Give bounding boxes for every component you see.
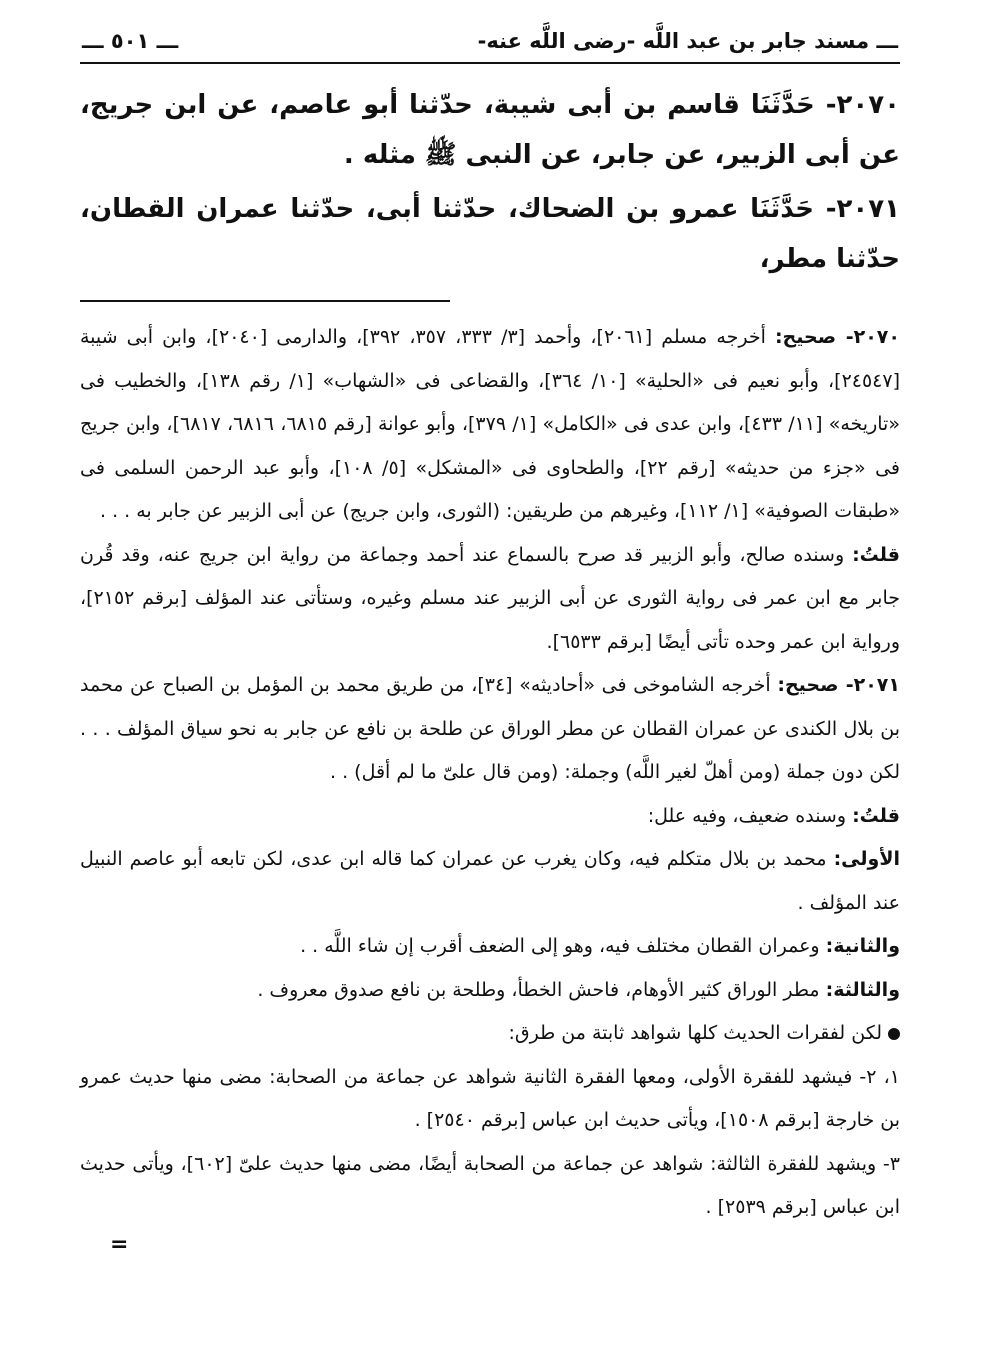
- footnotes: [80, 316, 900, 1230]
- separator-line: [80, 300, 450, 302]
- illa-body: وعمران القطان مختلف فيه، وهو إلى الضعف أقرب إن شاء اللَّه . .: [300, 935, 820, 957]
- illa-second: [80, 925, 900, 969]
- qult-label: قلتُ:: [852, 543, 900, 566]
- note-2070-qult: [80, 534, 900, 665]
- illa-first: [80, 838, 900, 925]
- continuation-mark: =: [110, 1232, 129, 1257]
- book-page: [80, 26, 900, 1230]
- page-header: [80, 26, 900, 64]
- hadith-2071: [80, 184, 900, 284]
- note-2071-qult: [80, 795, 900, 839]
- hadith-body: عمرو بن الضحاك، حدّثنا أبى، حدّثنا عمران القطان، حدّثنا مطر،: [80, 194, 900, 274]
- qult-label: قلتُ:: [852, 804, 900, 827]
- shawahid-second: ٣- ويشهد للفقرة الثالثة: شواهد عن جماعة من الصحابة أيضًا، مضى منها حديث علىّ [٦٠٢]، ويأتى حديث ابن عباس [برقم ٢٥٣٩] .: [80, 1152, 900, 1218]
- hadith-text: [80, 80, 900, 284]
- note-body: أخرجه الشاموخى فى «أحاديثه» [٣٤]، من طريق محمد بن المؤمل بن الصباح عن محمد بن بلال الكندى عن عمران القطان عن مطر الوراق عن طلحة بن نافع عن جابر به نحو سياق المؤلف . . . لكن دون جملة (ومن أهلّ لغير اللَّه) وجملة: (ومن قال علىّ ما لم أقل) . .: [80, 674, 900, 783]
- illa-body: محمد بن بلال متكلم فيه، وكان يغرب عن عمران كما قاله ابن عدى، لكن تابعه أبو عاصم النبيل عند المؤلف .: [80, 848, 900, 914]
- qult-body: وسنده ضعيف، وفيه علل:: [647, 804, 847, 827]
- note-2071: [80, 664, 900, 795]
- illa-third: [80, 969, 900, 1013]
- bullet-line: [80, 1012, 900, 1056]
- note-label: ٢٠٧٠- صحيح:: [774, 326, 900, 348]
- illa-label: والثالثة:: [825, 978, 900, 1001]
- running-title: ـــ مسند جابر بن عبد اللَّه -رضى اللَّه عنه-: [477, 29, 898, 53]
- page-number: ـــ ٥٠١ ـــ: [82, 29, 179, 53]
- bullet-text: لكن لفقرات الحديث كلها شواهد ثابتة من طرق:: [508, 1022, 882, 1044]
- hadith-body: قاسم بن أبى شيبة، حدّثنا أبو عاصم، عن ابن جريج، عن أبى الزبير، عن جابر، عن النبى ﷺ مثله .: [80, 90, 900, 170]
- hadith-2070: [80, 80, 900, 180]
- bullet-icon: [888, 1028, 900, 1040]
- note-2070: [80, 316, 900, 534]
- qult-body: وسنده صالح، وأبو الزبير قد صرح بالسماع عند أحمد وجماعة من رواية ابن جريج عنه، وقد قُرن جابر مع ابن عمر فى رواية الثورى عن أبى الزبير عند مسلم وغيره، وستأتى عند المؤلف [برقم ٢١٥٢]، ورواية ابن عمر وحده تأتى أيضًا [برقم ٦٥٣٣].: [80, 543, 900, 653]
- hadith-verb: حَدَّثَنَا: [750, 194, 815, 224]
- hadith-number: ٢٠٧١-: [825, 194, 900, 224]
- note-body: أخرجه مسلم [٢٠٦١]، وأحمد [٣/ ٣٣٣، ٣٥٧، ٣٩٢]، والدارمى [٢٠٤٠]، وابن أبى شيبة [٢٤٥٤٧]، وأبو نعيم فى «الحلية» [١٠/ ٣٦٤]، والقضاعى فى «الشهاب» [١/ رقم ١٣٨]، والخطيب فى «تاريخه» [١١/ ٤٣٣]، وابن عدى فى «الكامل» [١/ ٣٧٩]، وأبو عوانة [رقم ٦٨١٥، ٦٨١٦، ٦٨١٧]، وابن جريج فى «جزء من حديثه» [رقم ٢٢]، والطحاوى فى «المشكل» [٥/ ١٠٨]، وأبو عبد الرحمن السلمى فى «طبقات الصوفية» [١/ ١١٢]، وغيرهم من طريقين: (الثورى، وابن جريج) عن أبى الزبير عن جابر به . . .: [80, 326, 901, 522]
- illa-body: مطر الوراق كثير الأوهام، فاحش الخطأ، وطلحة بن نافع صدوق معروف .: [257, 978, 820, 1001]
- hadith-number: ٢٠٧٠-: [825, 90, 901, 120]
- footnote-separator: [80, 300, 900, 302]
- illa-label: والثانية:: [825, 935, 900, 957]
- hadith-verb: حَدَّثَنَا: [750, 90, 815, 120]
- note-label: ٢٠٧١- صحيح:: [777, 674, 900, 696]
- shawahid-first: ١، ٢- فيشهد للفقرة الأولى، ومعها الفقرة الثانية شواهد عن جماعة من الصحابة: مضى منها حديث عمرو بن خارجة [برقم ١٥٠٨]، ويأتى حديث ابن عباس [برقم ٢٥٤٠] .: [80, 1065, 900, 1131]
- illa-label: الأولى:: [833, 848, 900, 870]
